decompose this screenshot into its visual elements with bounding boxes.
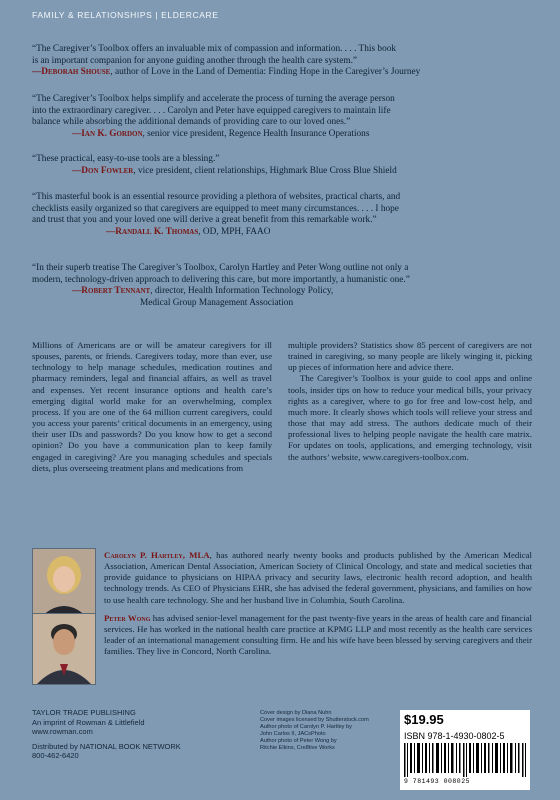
quote-author: Randall K. Thomas (115, 226, 199, 237)
price-label: $19.95 (404, 712, 444, 727)
publisher-info (32, 708, 181, 761)
endorsement-4 (32, 192, 532, 238)
quote-author: Don Fowler (81, 165, 134, 176)
distributor: Distributed by NATIONAL BOOK NETWORK (32, 741, 181, 751)
author-photo-hartley (32, 548, 96, 620)
category-label: FAMILY & RELATIONSHIPS | ELDERCARE (32, 10, 219, 20)
quote-author: Ian K. Gordon (81, 128, 143, 139)
quote-attribution: —Don Fowler, vice president, client relationships, Highmark Blue Cross Blue Shield (72, 165, 397, 176)
description-left-column (32, 340, 272, 474)
quote-credit: , author of Love in the Land of Dementia: Finding Hope in the Caregiver’s Journey (110, 67, 421, 78)
description-paragraph: Millions of Americans are or will be amateur caregivers for ill spouses, parents, or friends. Caregivers today, more than ever, use technology to help manage schedules, medication routines and pharmacy reminders, legal and financial affairs, as well as travel and expenses. Yet recent insurance options and health care’s emerging digital world make for an overwhelming, complex process. If you are one of the 64 million current caregivers, could you access your parents’ critical documents in an emergency, using their user IDs and passwords? Do you know how to get a second opinion? Do you have a communication plan to keep family engaged in caregiving? Are you managing schedules and specials diets, plus overseeing treatment plans and medications from (32, 340, 272, 473)
quote-attribution: —Randall K. Thomas, OD, MPH, FAAO (106, 226, 271, 237)
quote-credit: , vice president, client relationships, Highmark Blue Cross Blue Shield (133, 165, 397, 176)
description-paragraph: multiple providers? Statistics show 85 percent of caregivers are not trained in caregiving, so many people are likely winging it, picking up pieces of information here and advice there. (288, 340, 532, 373)
quote-line: “These practical, easy-to-use tools are a blessing.” (32, 154, 220, 164)
endorsement-3 (32, 154, 532, 177)
publisher-website: www.rowman.com (32, 727, 93, 737)
quote-credit: , senior vice president, Regence Health Insurance Operations (142, 128, 370, 139)
isbn-label: ISBN 978-1-4930-0802-5 (404, 731, 505, 741)
endorsement-1 (32, 44, 532, 79)
quote-line: “The Caregiver’s Toolbox helps simplify and accelerate the process of turning the average person (32, 94, 395, 104)
quote-line: balance while absorbing the additional demands of providing care to our loved ones.” (32, 117, 351, 128)
distributor-phone: 800-462-6420 (32, 751, 79, 761)
quote-credit: , OD, MPH, FAAO (198, 226, 271, 237)
publisher-imprint: An imprint of Rowman & Littlefield (32, 717, 145, 727)
cover-credits (260, 710, 369, 752)
author-name: Carolyn P. Hartley, MLA (104, 550, 210, 560)
credit-line: Author photo of Carolyn P. Hartley by (260, 724, 352, 730)
quote-credit: , director, Health Information Technology Policy, (150, 286, 334, 297)
quote-attribution: —Robert Tennant, director, Health Information Technology Policy, (72, 286, 334, 297)
author-photo-wong (32, 613, 96, 685)
quote-line: into the extraordinary caregiver. . . . Carolyn and Peter have equipped caregivers to maintain life (32, 105, 391, 116)
credit-line: Cover images licensed by Shutterstock.com (260, 717, 369, 723)
quote-line: “The Caregiver’s Toolbox offers an invaluable mix of compassion and information. . . . This book (32, 44, 397, 54)
author-bio-hartley (104, 550, 532, 606)
author-bio-text: has advised senior-level management for the past twenty-five years in the areas of health care and financial services. He has worked in the national health care practice at KPMG LLP and most recently as the health care services leader of an international management consulting firm. He and his wife have been blessed by serving caregivers and their families. They live in Concord, North Carolina. (104, 613, 533, 657)
barcode-icon (404, 743, 526, 777)
endorsement-2 (32, 94, 532, 140)
quote-attribution: —Ian K. Gordon, senior vice president, Regence Health Insurance Operations (72, 128, 370, 139)
quote-author: Robert Tennant (81, 286, 151, 297)
quote-credit-2: Medical Group Management Association (140, 297, 294, 308)
quote-line: is an important companion for anyone guiding another through the health care system.” (32, 55, 358, 66)
barcode-number: 9 781493 008025 (404, 778, 471, 785)
publisher-name: TAYLOR TRADE PUBLISHING (32, 708, 136, 717)
quote-line: “This masterful book is an essential resource providing a plethora of websites, practical charts, and (32, 192, 401, 202)
barcode-block (400, 710, 530, 790)
description-right-column (288, 340, 532, 463)
credit-line: Ritchie Elkins, Cre8tive Works (260, 745, 335, 751)
quote-line: “In their superb treatise The Caregiver’s Toolbox, Carolyn Hartley and Peter Wong outline not only a (32, 263, 409, 273)
quote-line: and trust that you and your loved one will derive a great benefit from this remarkable work.” (32, 215, 377, 226)
endorsement-5 (32, 263, 532, 309)
author-name: Peter Wong (104, 613, 151, 623)
credit-line: Author photo of Peter Wong by (260, 738, 337, 744)
credit-line: Cover design by Diana Nuhn (260, 710, 332, 716)
quote-author: Deborah Shouse (41, 67, 111, 78)
credit-line: John Carlos II, JACsPhoto (260, 731, 326, 737)
description-paragraph: The Caregiver’s Toolbox is your guide to cool apps and online tools, insider tips on how to reduce your medical bills, your privacy rights as a caregiver, where to go for free and low-cost help, and much more. It clearly shows which tools will relieve your stress and those that may add stress. The authors dedicate much of their professional lives to helping people navigate the health care matrix. For updates on tools, applications, and emerging technology, visit the authors’ website, www.caregivers-toolbox.com. (288, 373, 532, 462)
quote-line: modern, technology-driven approach to delivering this care, but more importantly, a humanistic one.” (32, 274, 410, 285)
quote-attribution: —Deborah Shouse, author of Love in the Land of Dementia: Finding Hope in the Caregiver’s Journey (32, 67, 421, 78)
author-bio-wong (104, 613, 532, 658)
author-bio-text: , has authored nearly twenty books and products published by the American Medical Association, American Dental Association, American Society of Clinical Oncology, and state and medical societies that provide guidance to physicians on HIPAA privacy and security laws, electronic health record adoption, and health technology trends. As CEO of Physicians EHR, she has advised the federal government, physicians, and families on how to use health care technology. She and her husband live in Columbia, South Carolina. (104, 550, 533, 605)
quote-line: checklists easily organized so that caregivers are equipped to meet many circumstances. . . . I hope (32, 203, 399, 214)
